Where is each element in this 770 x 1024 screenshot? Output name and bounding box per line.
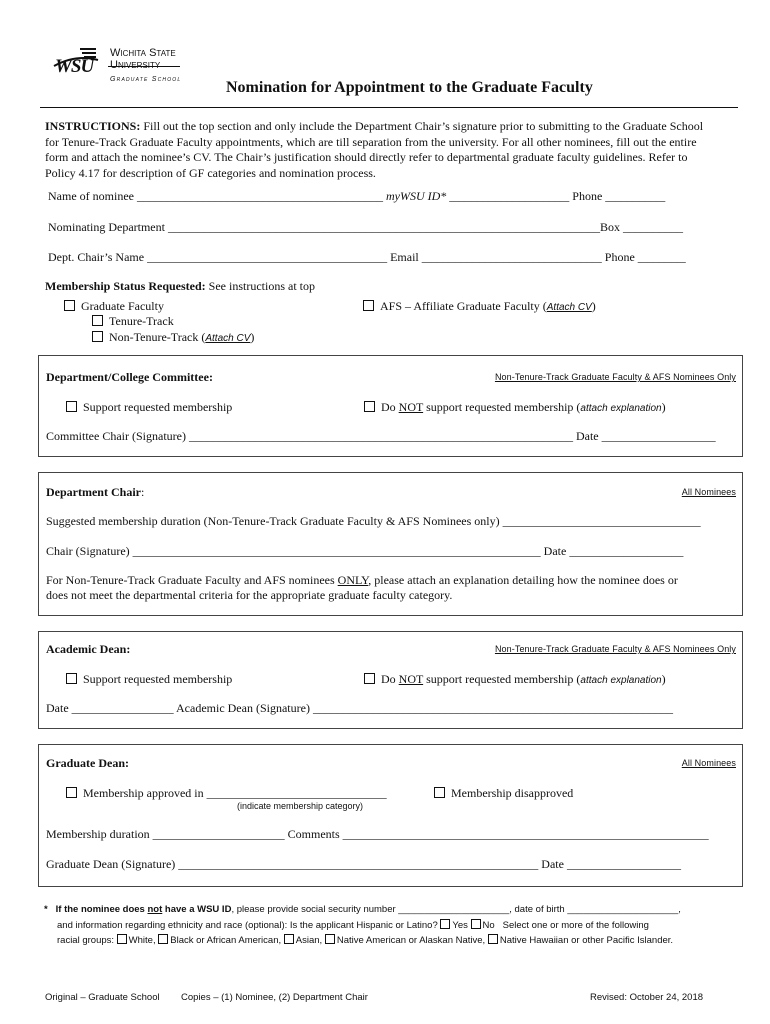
committee-title: Department/College Committee: (46, 370, 213, 384)
option-label: Support requested membership (83, 672, 233, 686)
hawaiian-checkbox-icon[interactable] (488, 934, 498, 944)
option-label: Support requested membership (83, 400, 233, 414)
black-checkbox-icon[interactable] (158, 934, 168, 944)
membership-heading (45, 279, 315, 294)
gd-duration-field[interactable]: ______________________ (152, 827, 285, 841)
date-label: Date (541, 857, 564, 871)
gd-signature-row (46, 857, 681, 872)
afs-option[interactable] (363, 299, 596, 314)
race-label: Black or African American, (170, 935, 282, 946)
paren: ) (661, 672, 666, 686)
option-label: Graduate Faculty (81, 299, 164, 313)
date-label: Date (543, 544, 567, 558)
box-label: Box (599, 220, 620, 234)
only-emphasis: ONLY (337, 573, 369, 587)
phone-label: Phone (572, 189, 603, 203)
category-hint: (indicate membership category) (237, 801, 364, 811)
instructions-line: Policy 4.17 for description of GF categories and nomination process. (45, 165, 376, 180)
date-label: Date (575, 429, 599, 443)
white-checkbox-icon[interactable] (117, 934, 127, 944)
duration-label: Membership duration (46, 827, 150, 841)
no-checkbox-icon[interactable] (471, 919, 481, 929)
phone-field[interactable]: __________ (605, 189, 666, 203)
committee-date-field[interactable]: ___________________ (601, 429, 716, 443)
note-text: does not meet the departmental criteria for the appropriate graduate faculty category. (46, 588, 453, 602)
chair-date-field[interactable]: ___________________ (569, 544, 684, 558)
approved-option[interactable] (66, 786, 387, 801)
box-field[interactable]: __________ (623, 220, 683, 234)
gd-signature-field[interactable]: ____________________________________________________________ (178, 857, 539, 871)
race-label: Asian, (295, 935, 323, 946)
checkbox-icon[interactable] (364, 673, 375, 684)
signature-label: Graduate Dean (Signature) (46, 857, 176, 871)
dean-signature-row (46, 701, 673, 716)
duration-row (46, 514, 701, 529)
footer-revised: Revised: October 24, 2018 (590, 992, 704, 1003)
race-label: White, (128, 935, 156, 946)
university-line2: University (110, 59, 161, 71)
yes-label: Yes (452, 919, 468, 931)
academic-dean-scope: Non-Tenure-Track Graduate Faculty & AFS Nominees Only (494, 644, 736, 654)
email-field[interactable]: ______________________________ (421, 250, 602, 264)
signature-label: Chair (Signature) (46, 544, 130, 558)
chair-scope: All Nominees (681, 487, 736, 497)
nominee-field[interactable]: _________________________________________ (136, 189, 383, 203)
chair-title-wrap (46, 485, 144, 500)
academic-dean-title: Academic Dean: (46, 642, 131, 656)
logo-monogram: WSU (55, 56, 94, 77)
chair-name-label: Dept. Chair’s Name (48, 250, 145, 264)
checkbox-icon[interactable] (434, 787, 445, 798)
race-label: Native American or Alaskan Native, (336, 935, 486, 946)
chair-phone-field[interactable]: ________ (637, 250, 686, 264)
instructions (45, 119, 703, 181)
asian-checkbox-icon[interactable] (284, 934, 294, 944)
duration-field[interactable]: _________________________________ (502, 514, 701, 528)
graduate-faculty-option[interactable] (64, 299, 164, 314)
committee-signature-row (46, 429, 716, 444)
option-label: Membership disapproved (451, 786, 574, 800)
note-text: , please attach an explanation detailing how the nominee does or (368, 573, 678, 587)
chair-signature-field[interactable]: ____________________________________________________________________ (132, 544, 541, 558)
tenure-track-option[interactable] (92, 314, 174, 329)
chair-row (48, 250, 686, 265)
page-title: Nomination for Appointment to the Graduate Faculty (226, 79, 593, 96)
race-label: Native Hawaiian or other Pacific Islander. (499, 935, 674, 946)
paren: ) (591, 299, 596, 313)
footnote-text: , please provide social security number _____________________, date of birth _____________________, (231, 904, 681, 915)
footnote (44, 902, 681, 949)
attach-cv-note: Attach CV (546, 302, 592, 313)
footnote-text: have a WSU ID (162, 904, 232, 915)
graduate-dean-section (38, 744, 743, 887)
not-emphasis: NOT (398, 672, 424, 686)
not-emphasis: not (147, 904, 163, 915)
graduate-school: Graduate School (110, 76, 182, 83)
option-label: support requested membership ( (423, 672, 581, 686)
not-emphasis: NOT (398, 400, 424, 414)
disapproved-option[interactable] (434, 786, 573, 801)
checkbox-icon[interactable] (66, 673, 77, 684)
duration-label: Suggested membership duration (Non-Tenure-Track Graduate Faculty & AFS Nominees only) (46, 514, 500, 528)
category-field[interactable]: ______________________________ (206, 786, 387, 800)
mywsu-field[interactable]: ____________________ (449, 189, 570, 203)
asterisk: * (44, 904, 48, 915)
mywsu-label: myWSU ID* (385, 189, 447, 203)
chair-title: Department Chair (46, 485, 141, 499)
academic-dean-section (38, 631, 743, 729)
chair-signature-row (46, 544, 683, 559)
email-label: Email (390, 250, 419, 264)
option-label: Non-Tenure-Track ( (109, 330, 206, 344)
checkbox-icon[interactable] (92, 331, 103, 342)
department-field[interactable]: ________________________________________________________________________ (167, 220, 600, 234)
graduate-dean-title: Graduate Dean: (46, 756, 129, 770)
nominee-label: Name of nominee (48, 189, 134, 203)
dean-not-support-option[interactable] (364, 672, 666, 687)
option-label: support requested membership ( (423, 400, 581, 414)
committee-not-support-option[interactable] (364, 400, 666, 415)
option-label: Do (381, 672, 399, 686)
chair-section (38, 472, 743, 616)
membership-label: Membership Status Requested: (45, 279, 206, 293)
committee-support-option[interactable] (66, 400, 232, 415)
option-label: Do (381, 400, 399, 414)
instructions-label: INSTRUCTIONS: (45, 119, 141, 133)
nominee-row (48, 189, 665, 204)
note-text: For Non-Tenure-Track Graduate Faculty and AFS nominees (46, 573, 338, 587)
comments-field[interactable]: _____________________________________________________________ (342, 827, 709, 841)
checkbox-icon[interactable] (364, 401, 375, 412)
chair-name-field[interactable]: ________________________________________ (147, 250, 388, 264)
checkbox-icon[interactable] (363, 300, 374, 311)
chair-note (46, 573, 678, 603)
dean-support-option[interactable] (66, 672, 232, 687)
native-american-checkbox-icon[interactable] (325, 934, 335, 944)
instructions-line: for Tenure-Track Graduate Faculty appointments, which are till separation from the university. For all other nominees, fill out the entire (45, 134, 697, 149)
attach-note: attach explanation (580, 403, 662, 414)
gd-date-field[interactable]: ___________________ (566, 857, 681, 871)
dean-date-field[interactable]: _________________ (71, 701, 174, 715)
signature-label: Academic Dean (Signature) (176, 701, 310, 715)
option-label: Membership approved in (83, 786, 204, 800)
checkbox-icon[interactable] (66, 401, 77, 412)
yes-checkbox-icon[interactable] (440, 919, 450, 929)
non-tenure-track-option[interactable] (92, 330, 254, 345)
checkbox-icon[interactable] (64, 300, 75, 311)
no-label: No (482, 919, 495, 931)
university-line1: Wichita State (110, 47, 176, 59)
footer-original: Original – Graduate School (45, 992, 160, 1003)
colon: : (140, 485, 145, 499)
logo-divider (108, 66, 180, 67)
attach-cv-note: Attach CV (205, 333, 251, 344)
committee-signature-field[interactable]: ________________________________________________________________ (188, 429, 573, 443)
footnote-text: and information regarding ethnicity and race (optional): Is the applicant Hispanic or Latino? (57, 919, 438, 931)
committee-section (38, 355, 743, 457)
dean-signature-field[interactable]: ____________________________________________________________ (312, 701, 673, 715)
footer-copies: Copies – (1) Nominee, (2) Department Chair (181, 992, 368, 1003)
instructions-line: Fill out the top section and only include the Department Chair’s signature prior to submitting to the Graduate School (143, 119, 704, 133)
paren: ) (250, 330, 255, 344)
comments-label: Comments (287, 827, 340, 841)
date-label: Date (46, 701, 69, 715)
checkbox-icon[interactable] (92, 315, 103, 326)
graduate-dean-scope: All Nominees (681, 758, 736, 768)
option-label: AFS – Affiliate Graduate Faculty ( (380, 299, 547, 313)
footnote-text: racial groups: (57, 935, 115, 946)
department-row (48, 220, 683, 235)
chair-phone-label: Phone (604, 250, 635, 264)
instructions-line: form and attach the nominee’s CV. The Chair’s justification should directly refer to departmental graduate faculty guidelines. Refer to (45, 150, 688, 164)
membership-note: See instructions at top (208, 279, 315, 293)
attach-note: attach explanation (580, 675, 662, 686)
option-label: Tenure-Track (109, 314, 174, 328)
department-label: Nominating Department (48, 220, 165, 234)
committee-scope: Non-Tenure-Track Graduate Faculty & AFS Nominees Only (494, 372, 736, 382)
checkbox-icon[interactable] (66, 787, 77, 798)
gd-duration-row (46, 827, 709, 842)
signature-label: Committee Chair (Signature) (46, 429, 186, 443)
footnote-text: Select one or more of the following (502, 919, 649, 931)
paren: ) (661, 400, 666, 414)
title-rule (40, 107, 738, 108)
footnote-text: If the nominee does (55, 904, 148, 915)
